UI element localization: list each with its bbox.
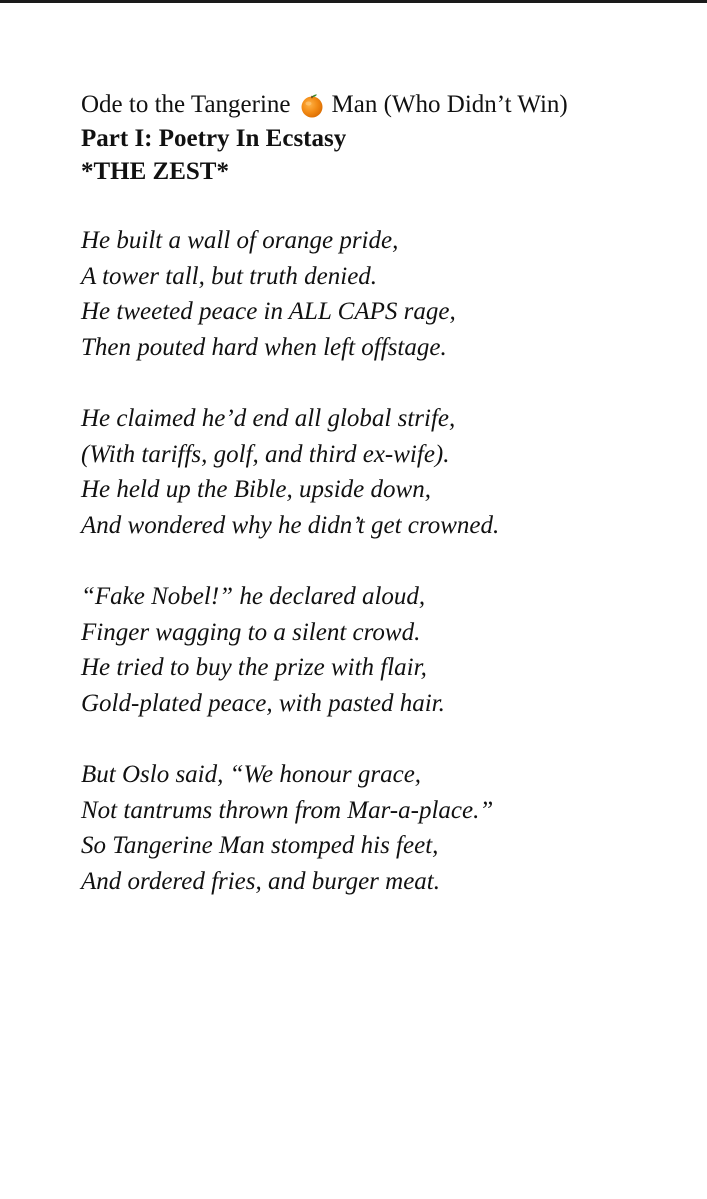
part-heading: Part I: Poetry In Ecstasy: [81, 125, 347, 152]
verse-line: A tower tall, but truth denied.: [81, 262, 378, 290]
verse-line: Gold-plated peace, with pasted hair.: [81, 689, 445, 717]
verse-line: Not tantrums thrown from Mar-a-place.”: [81, 796, 494, 824]
stanza-4: [81, 757, 701, 899]
poem-body: [81, 223, 701, 899]
stanza-1: [81, 223, 701, 365]
stanza-2: [81, 401, 701, 543]
verse-line: And ordered fries, and burger meat.: [81, 867, 440, 895]
verse-line: He tried to buy the prize with flair,: [81, 654, 427, 681]
verse-line: He held up the Bible, upside down,: [81, 476, 431, 503]
tangerine-icon: [300, 93, 324, 118]
verse-line: And wondered why he didn’t get crowned.: [81, 511, 500, 539]
poem-title: [81, 88, 701, 122]
verse-line: He claimed he’d end all global strife,: [81, 405, 456, 432]
verse-line: Finger wagging to a silent crowd.: [81, 618, 421, 646]
title-text-after: Man (Who Didn’t Win): [331, 91, 568, 118]
verse-line: (With tariffs, golf, and third ex-wife).: [81, 440, 450, 468]
stanza-3: [81, 579, 701, 721]
section-heading: *THE ZEST*: [81, 158, 229, 185]
verse-line: “Fake Nobel!” he declared aloud,: [81, 583, 426, 610]
poem-document: [81, 88, 701, 899]
verse-line: But Oslo said, “We honour grace,: [81, 761, 422, 788]
verse-line: He built a wall of orange pride,: [81, 227, 399, 254]
verse-line: So Tangerine Man stomped his feet,: [81, 832, 439, 859]
verse-line: He tweeted peace in ALL CAPS rage,: [81, 298, 456, 325]
verse-line: Then pouted hard when left offstage.: [81, 333, 447, 361]
title-text-before: Ode to the Tangerine: [81, 91, 291, 118]
top-divider: [0, 0, 707, 3]
